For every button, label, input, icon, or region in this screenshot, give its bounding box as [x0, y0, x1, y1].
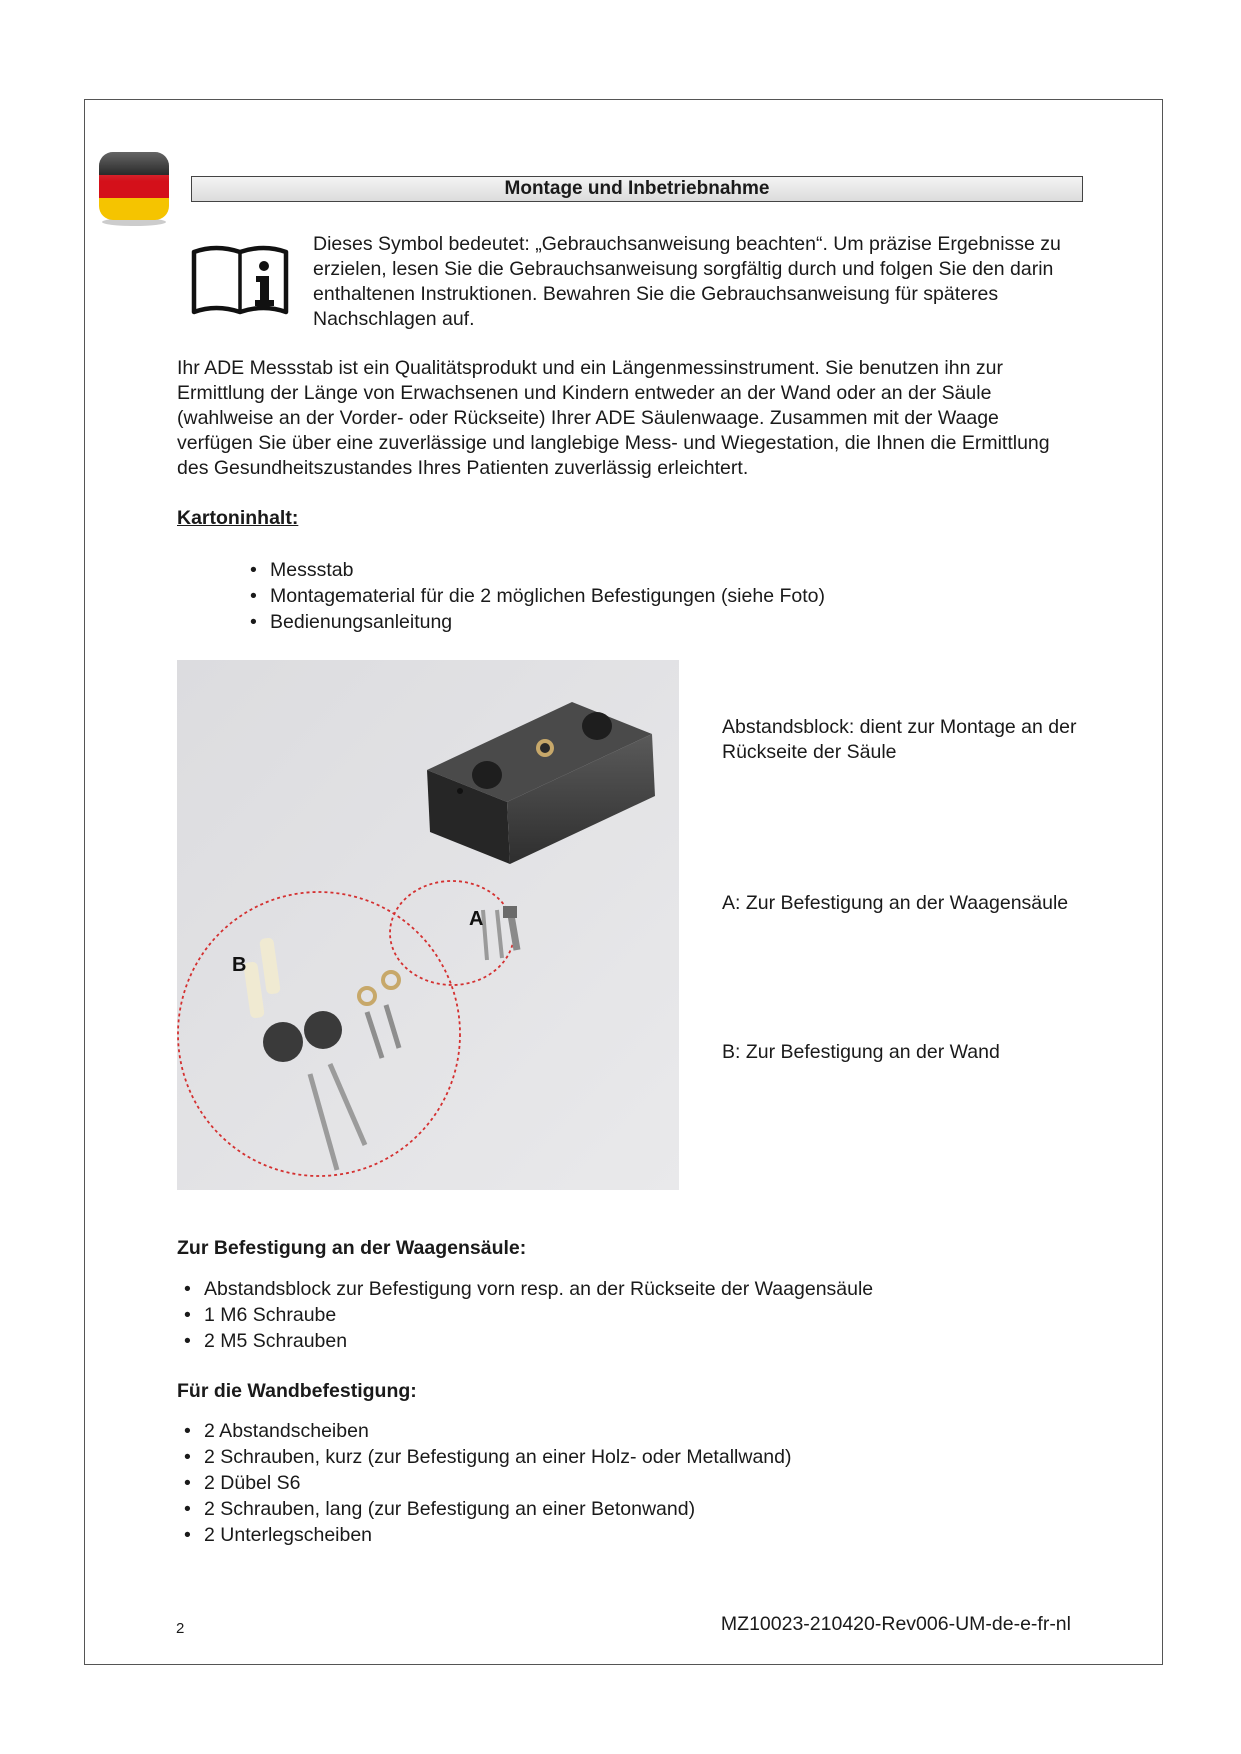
carton-contents-heading: Kartoninhalt:: [177, 507, 299, 529]
list-item: • 1 M6 Schraube: [204, 1302, 873, 1328]
mounting-hardware-photo: [177, 660, 679, 1190]
instructions-symbol-text: Dieses Symbol bedeutet: „Gebrauchsanweisung beachten“. Um präzise Ergebnisse zu erzielen, lesen Sie die Gebrauchsanweisung sorgfältig durch und folgen Sie den darin enthaltenen Instruktionen. Bewahren Sie die Gebrauchsanweisung für späteres Nachschlagen auf.: [313, 233, 1061, 330]
intro-paragraph: Ihr ADE Messstab ist ein Qualitätsprodukt und ein Längenmessinstrument. Sie benutzen ihn zur Ermittlung der Länge von Erwachsenen und Kindern entweder an der Wand oder an der Säule (wahlweise an der Vorder- oder Rückseite) Ihrer ADE Säulenwaage. Zusammen mit der Waage verfügen Sie über eine zuverlässige und langlebige Mess- und Wiegestation, die Ihnen die Ermittlung des Gesundheitszustandes Ihres Patienten zuverlässig erleichtert.: [177, 357, 1050, 479]
page-title: Montage und Inbetriebnahme: [504, 178, 770, 199]
wall-mount-heading: Für die Wandbefestigung:: [177, 1380, 417, 1402]
list-item: • 2 M5 Schrauben: [204, 1328, 873, 1354]
column-mount-list: [204, 1276, 873, 1354]
caption-b: B: Zur Befestigung an der Wand: [722, 1041, 1000, 1063]
list-item: • Bedienungsanleitung: [270, 609, 825, 635]
list-item: • 2 Dübel S6: [204, 1470, 791, 1496]
section-title-bar: [191, 176, 1083, 202]
list-item: • Abstandsblock zur Befestigung vorn resp. an der Rückseite der Waagensäule: [204, 1276, 873, 1302]
list-item: • 2 Schrauben, lang (zur Befestigung an einer Betonwand): [204, 1496, 791, 1522]
carton-contents-list: [270, 557, 825, 635]
wall-mount-list: [204, 1418, 791, 1548]
list-item: • 2 Schrauben, kurz (zur Befestigung an einer Holz- oder Metallwand): [204, 1444, 791, 1470]
page-number: 2: [176, 1620, 185, 1637]
caption-a: A: Zur Befestigung an der Waagensäule: [722, 892, 1069, 914]
document-id: MZ10023-210420-Rev006-UM-de-e-fr-nl: [720, 1613, 1071, 1635]
german-flag-icon: [96, 150, 172, 228]
read-instructions-icon: [188, 240, 292, 320]
list-item: • 2 Abstandscheiben: [204, 1418, 791, 1444]
photo-label-b: B: [232, 954, 247, 976]
column-mount-heading: Zur Befestigung an der Waagensäule:: [177, 1237, 527, 1259]
caption-spacer-block: Abstandsblock: dient zur Montage an der Rückseite der Säule: [722, 716, 1077, 763]
list-item: • Messstab: [270, 557, 825, 583]
list-item: • Montagematerial für die 2 möglichen Befestigungen (siehe Foto): [270, 583, 825, 609]
photo-label-a: A: [469, 908, 484, 930]
list-item: • 2 Unterlegscheiben: [204, 1522, 791, 1548]
